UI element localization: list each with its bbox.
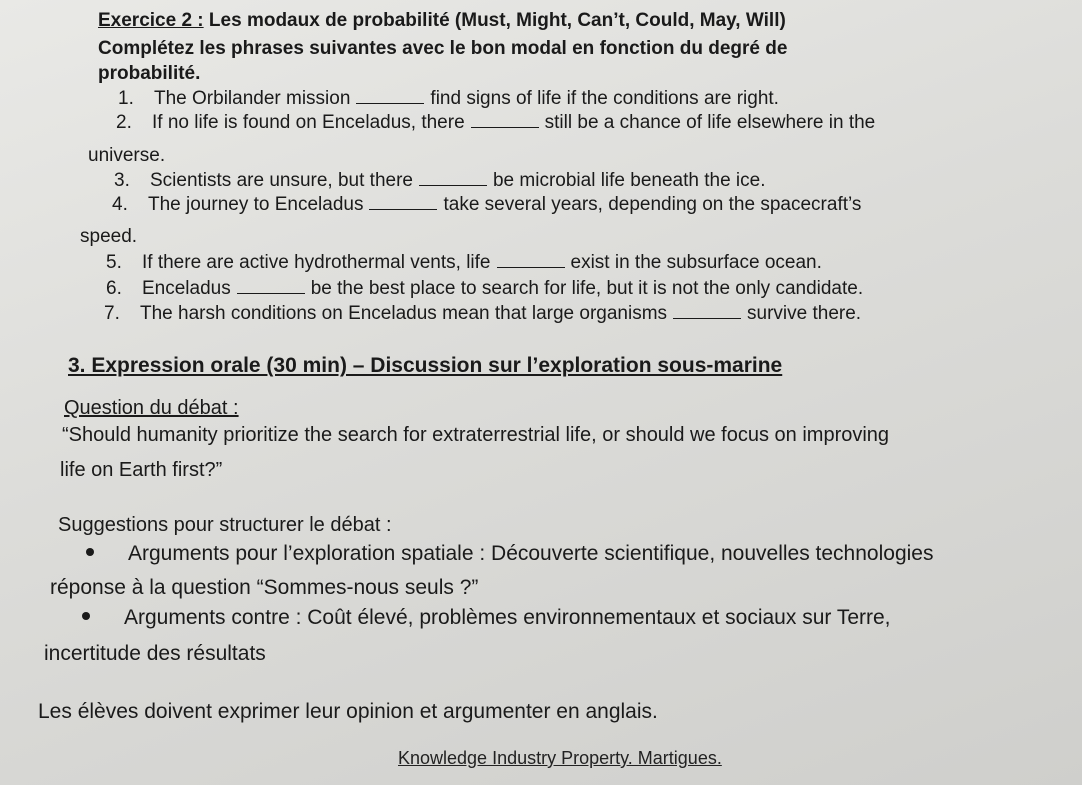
exercise-2-label: Exercice 2 : (98, 10, 204, 31)
exercise-item-4 (112, 194, 861, 216)
exercise-item-2-continuation: universe. (88, 145, 166, 166)
bullet-text: Arguments pour l’exploration spatiale : Découverte scientifique, nouvelles technologies (128, 542, 934, 565)
exercise-2-heading: Les modaux de probabilité (Must, Might, Can’t, Could, May, Will) (203, 10, 786, 31)
item-text-after: be the best place to search for life, but it is not the only candidate. (310, 278, 864, 299)
item-text-after: find signs of life if the conditions are right. (430, 88, 779, 109)
item-text-after: take several years, depending on the spacecraft’s (443, 194, 862, 215)
debate-question-line-1: “Should humanity prioritize the search for extraterrestrial life, or should we focus on improving (62, 424, 890, 446)
item-text-before: The Orbilander mission (154, 88, 351, 109)
item-text-before: Scientists are unsure, but there (150, 170, 413, 191)
exercise-item-1 (118, 88, 779, 110)
exercise-2-title (98, 10, 786, 32)
item-number: 5. (106, 252, 122, 273)
exercise-item-2 (116, 112, 875, 134)
item-text-after: be microbial life beneath the ice. (492, 170, 766, 191)
closing-instruction: Les élèves doivent exprimer leur opinion et argumenter en anglais. (38, 700, 658, 723)
debate-question-line-2: life on Earth first?” (60, 459, 223, 481)
item-text-before: Enceladus (142, 278, 231, 299)
answer-blank[interactable] (356, 91, 424, 104)
item-number: 3. (114, 170, 130, 191)
item-text-before: If there are active hydrothermal vents, life (142, 252, 491, 273)
section-3-title: 3. Expression orale (30 min) – Discussion sur l’exploration sous-marine (68, 354, 783, 377)
item-number: 1. (118, 88, 134, 109)
instruction-line-2: probabilité. (98, 63, 201, 84)
item-text-before: If no life is found on Enceladus, there (152, 112, 465, 133)
answer-blank[interactable] (237, 281, 305, 294)
item-number: 6. (106, 278, 122, 299)
footer-credit: Knowledge Industry Property. Martigues. (398, 748, 722, 768)
exercise-item-6 (106, 278, 863, 300)
exercise-item-3 (114, 170, 765, 192)
item-text-after: exist in the subsurface ocean. (570, 252, 822, 273)
answer-blank[interactable] (369, 197, 437, 210)
answer-blank[interactable] (673, 306, 741, 319)
bullet-item-pour (86, 542, 933, 566)
answer-blank[interactable] (471, 115, 539, 128)
bullet-dot-icon (82, 612, 90, 620)
debate-question-label: Question du débat : (64, 397, 239, 419)
bullet-item-pour-continuation: réponse à la question “Sommes-nous seuls ?” (50, 576, 479, 599)
item-text-after: still be a chance of life elsewhere in the (544, 112, 876, 133)
item-text-before: The harsh conditions on Enceladus mean that large organisms (140, 303, 668, 324)
exercise-item-7 (104, 303, 861, 325)
bullet-text: Arguments contre : Coût élevé, problèmes environnementaux et sociaux sur Terre, (124, 606, 891, 629)
item-number: 7. (104, 303, 120, 324)
suggestions-title: Suggestions pour structurer le débat : (58, 514, 392, 536)
item-number: 2. (116, 112, 132, 133)
bullet-dot-icon (86, 548, 94, 556)
instruction-line-1: Complétez les phrases suivantes avec le bon modal en fonction du degré de (98, 38, 788, 59)
item-number: 4. (112, 194, 128, 215)
answer-blank[interactable] (419, 173, 487, 186)
bullet-item-contre-continuation: incertitude des résultats (44, 642, 266, 665)
exercise-item-4-continuation: speed. (80, 226, 138, 247)
bullet-item-contre (82, 606, 891, 630)
exercise-item-5 (106, 252, 822, 274)
item-text-after: survive there. (747, 303, 862, 324)
item-text-before: The journey to Enceladus (148, 194, 364, 215)
answer-blank[interactable] (497, 255, 565, 268)
